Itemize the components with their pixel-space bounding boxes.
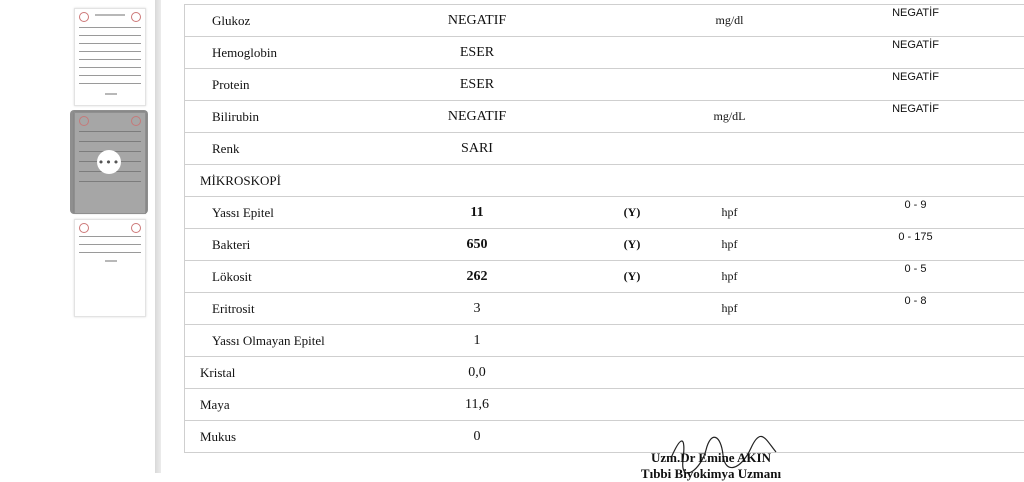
thumb-rule (79, 83, 141, 84)
table-row (185, 101, 1024, 133)
table-row (185, 37, 1024, 69)
page-thumbnail-1[interactable] (74, 8, 146, 106)
abnormal-flag (592, 5, 672, 37)
reference-range: 0 - 5 (787, 261, 1024, 293)
table-row (185, 357, 1024, 389)
table-row (185, 293, 1024, 325)
abnormal-flag (592, 389, 672, 421)
reference-range: NEGATİF (787, 5, 1024, 37)
test-name: Kristal (185, 357, 363, 389)
thumb-rule (79, 59, 141, 60)
thumb-rule (79, 27, 141, 28)
test-name: Glukoz (185, 5, 363, 37)
reference-range (787, 421, 1024, 453)
test-unit: hpf (672, 261, 787, 293)
logo-icon (131, 223, 141, 233)
reference-range: NEGATİF (787, 37, 1024, 69)
thumb-rule (79, 35, 141, 36)
thumb-rule (79, 181, 141, 182)
reference-range (787, 389, 1024, 421)
test-unit: mg/dL (672, 101, 787, 133)
test-unit (672, 325, 787, 357)
thumb-text (105, 260, 117, 262)
table-row (185, 69, 1024, 101)
test-name: Bakteri (185, 229, 363, 261)
reference-range (787, 357, 1024, 389)
test-name: Renk (185, 133, 363, 165)
table-row (185, 165, 1024, 197)
test-name: Lökosit (185, 261, 363, 293)
test-value: ESER (362, 37, 592, 69)
test-unit (672, 37, 787, 69)
thumb-rule (79, 67, 141, 68)
test-value: NEGATIF (362, 5, 592, 37)
test-unit: hpf (672, 229, 787, 261)
table-row (185, 325, 1024, 357)
test-name: Yassı Olmayan Epitel (185, 325, 363, 357)
abnormal-flag (592, 165, 672, 197)
abnormal-flag (592, 133, 672, 165)
abnormal-flag: (Y) (592, 197, 672, 229)
reference-range: NEGATİF (787, 69, 1024, 101)
abnormal-flag (592, 357, 672, 389)
test-name: Mukus (185, 421, 363, 453)
test-value: 1 (362, 325, 592, 357)
document-page (161, 0, 1024, 473)
test-value: ESER (362, 69, 592, 101)
test-unit (672, 389, 787, 421)
test-name: MİKROSKOPİ (185, 165, 363, 197)
test-value: 650 (362, 229, 592, 261)
thumb-rule (79, 75, 141, 76)
thumb-text (105, 93, 117, 95)
thumb-rule (79, 236, 141, 237)
test-unit: mg/dl (672, 5, 787, 37)
test-value: 11 (362, 197, 592, 229)
abnormal-flag (592, 325, 672, 357)
logo-icon (131, 12, 141, 22)
test-value: 0 (362, 421, 592, 453)
more-options-button[interactable] (97, 150, 121, 174)
ellipsis-icon: ••• (98, 156, 120, 169)
table-row (185, 421, 1024, 453)
abnormal-flag (592, 69, 672, 101)
test-name: Yassı Epitel (185, 197, 363, 229)
logo-icon (79, 12, 89, 22)
page-thumbnail-3[interactable] (74, 219, 146, 317)
reference-range: 0 - 9 (787, 197, 1024, 229)
test-name: Maya (185, 389, 363, 421)
table-row (185, 5, 1024, 37)
abnormal-flag (592, 37, 672, 69)
reference-range (787, 325, 1024, 357)
abnormal-flag (592, 101, 672, 133)
test-unit: hpf (672, 197, 787, 229)
test-value: 11,6 (362, 389, 592, 421)
signature-name: Uzm.Dr Emine AKIN (616, 450, 806, 466)
signature-block (616, 450, 806, 482)
thumb-rule (79, 51, 141, 52)
thumb-rule (79, 141, 141, 142)
test-name: Protein (185, 69, 363, 101)
abnormal-flag: (Y) (592, 229, 672, 261)
test-unit (672, 357, 787, 389)
test-value: 3 (362, 293, 592, 325)
signature-title: Tıbbi Biyokimya Uzmanı (616, 466, 806, 482)
reference-range: 0 - 175 (787, 229, 1024, 261)
thumb-rule (79, 131, 141, 132)
page-thumbnail-sidebar (0, 0, 155, 473)
thumb-rule (79, 252, 141, 253)
test-unit (672, 165, 787, 197)
thumb-rule (79, 244, 141, 245)
reference-range: NEGATİF (787, 101, 1024, 133)
test-name: Eritrosit (185, 293, 363, 325)
logo-icon (79, 116, 89, 126)
test-unit (672, 69, 787, 101)
thumb-text (95, 14, 125, 16)
table-row (185, 389, 1024, 421)
test-value: 262 (362, 261, 592, 293)
table-row (185, 229, 1024, 261)
test-value: NEGATIF (362, 101, 592, 133)
reference-range (787, 165, 1024, 197)
test-name: Hemoglobin (185, 37, 363, 69)
reference-range (787, 133, 1024, 165)
table-row (185, 261, 1024, 293)
test-value: SARI (362, 133, 592, 165)
test-value (362, 165, 592, 197)
test-value: 0,0 (362, 357, 592, 389)
abnormal-flag (592, 421, 672, 453)
abnormal-flag: (Y) (592, 261, 672, 293)
table-row (185, 197, 1024, 229)
lab-results-table (184, 4, 1024, 453)
test-name: Bilirubin (185, 101, 363, 133)
thumb-rule (79, 43, 141, 44)
table-row (185, 133, 1024, 165)
test-unit (672, 133, 787, 165)
reference-range: 0 - 8 (787, 293, 1024, 325)
logo-icon (79, 223, 89, 233)
test-unit: hpf (672, 293, 787, 325)
abnormal-flag (592, 293, 672, 325)
logo-icon (131, 116, 141, 126)
